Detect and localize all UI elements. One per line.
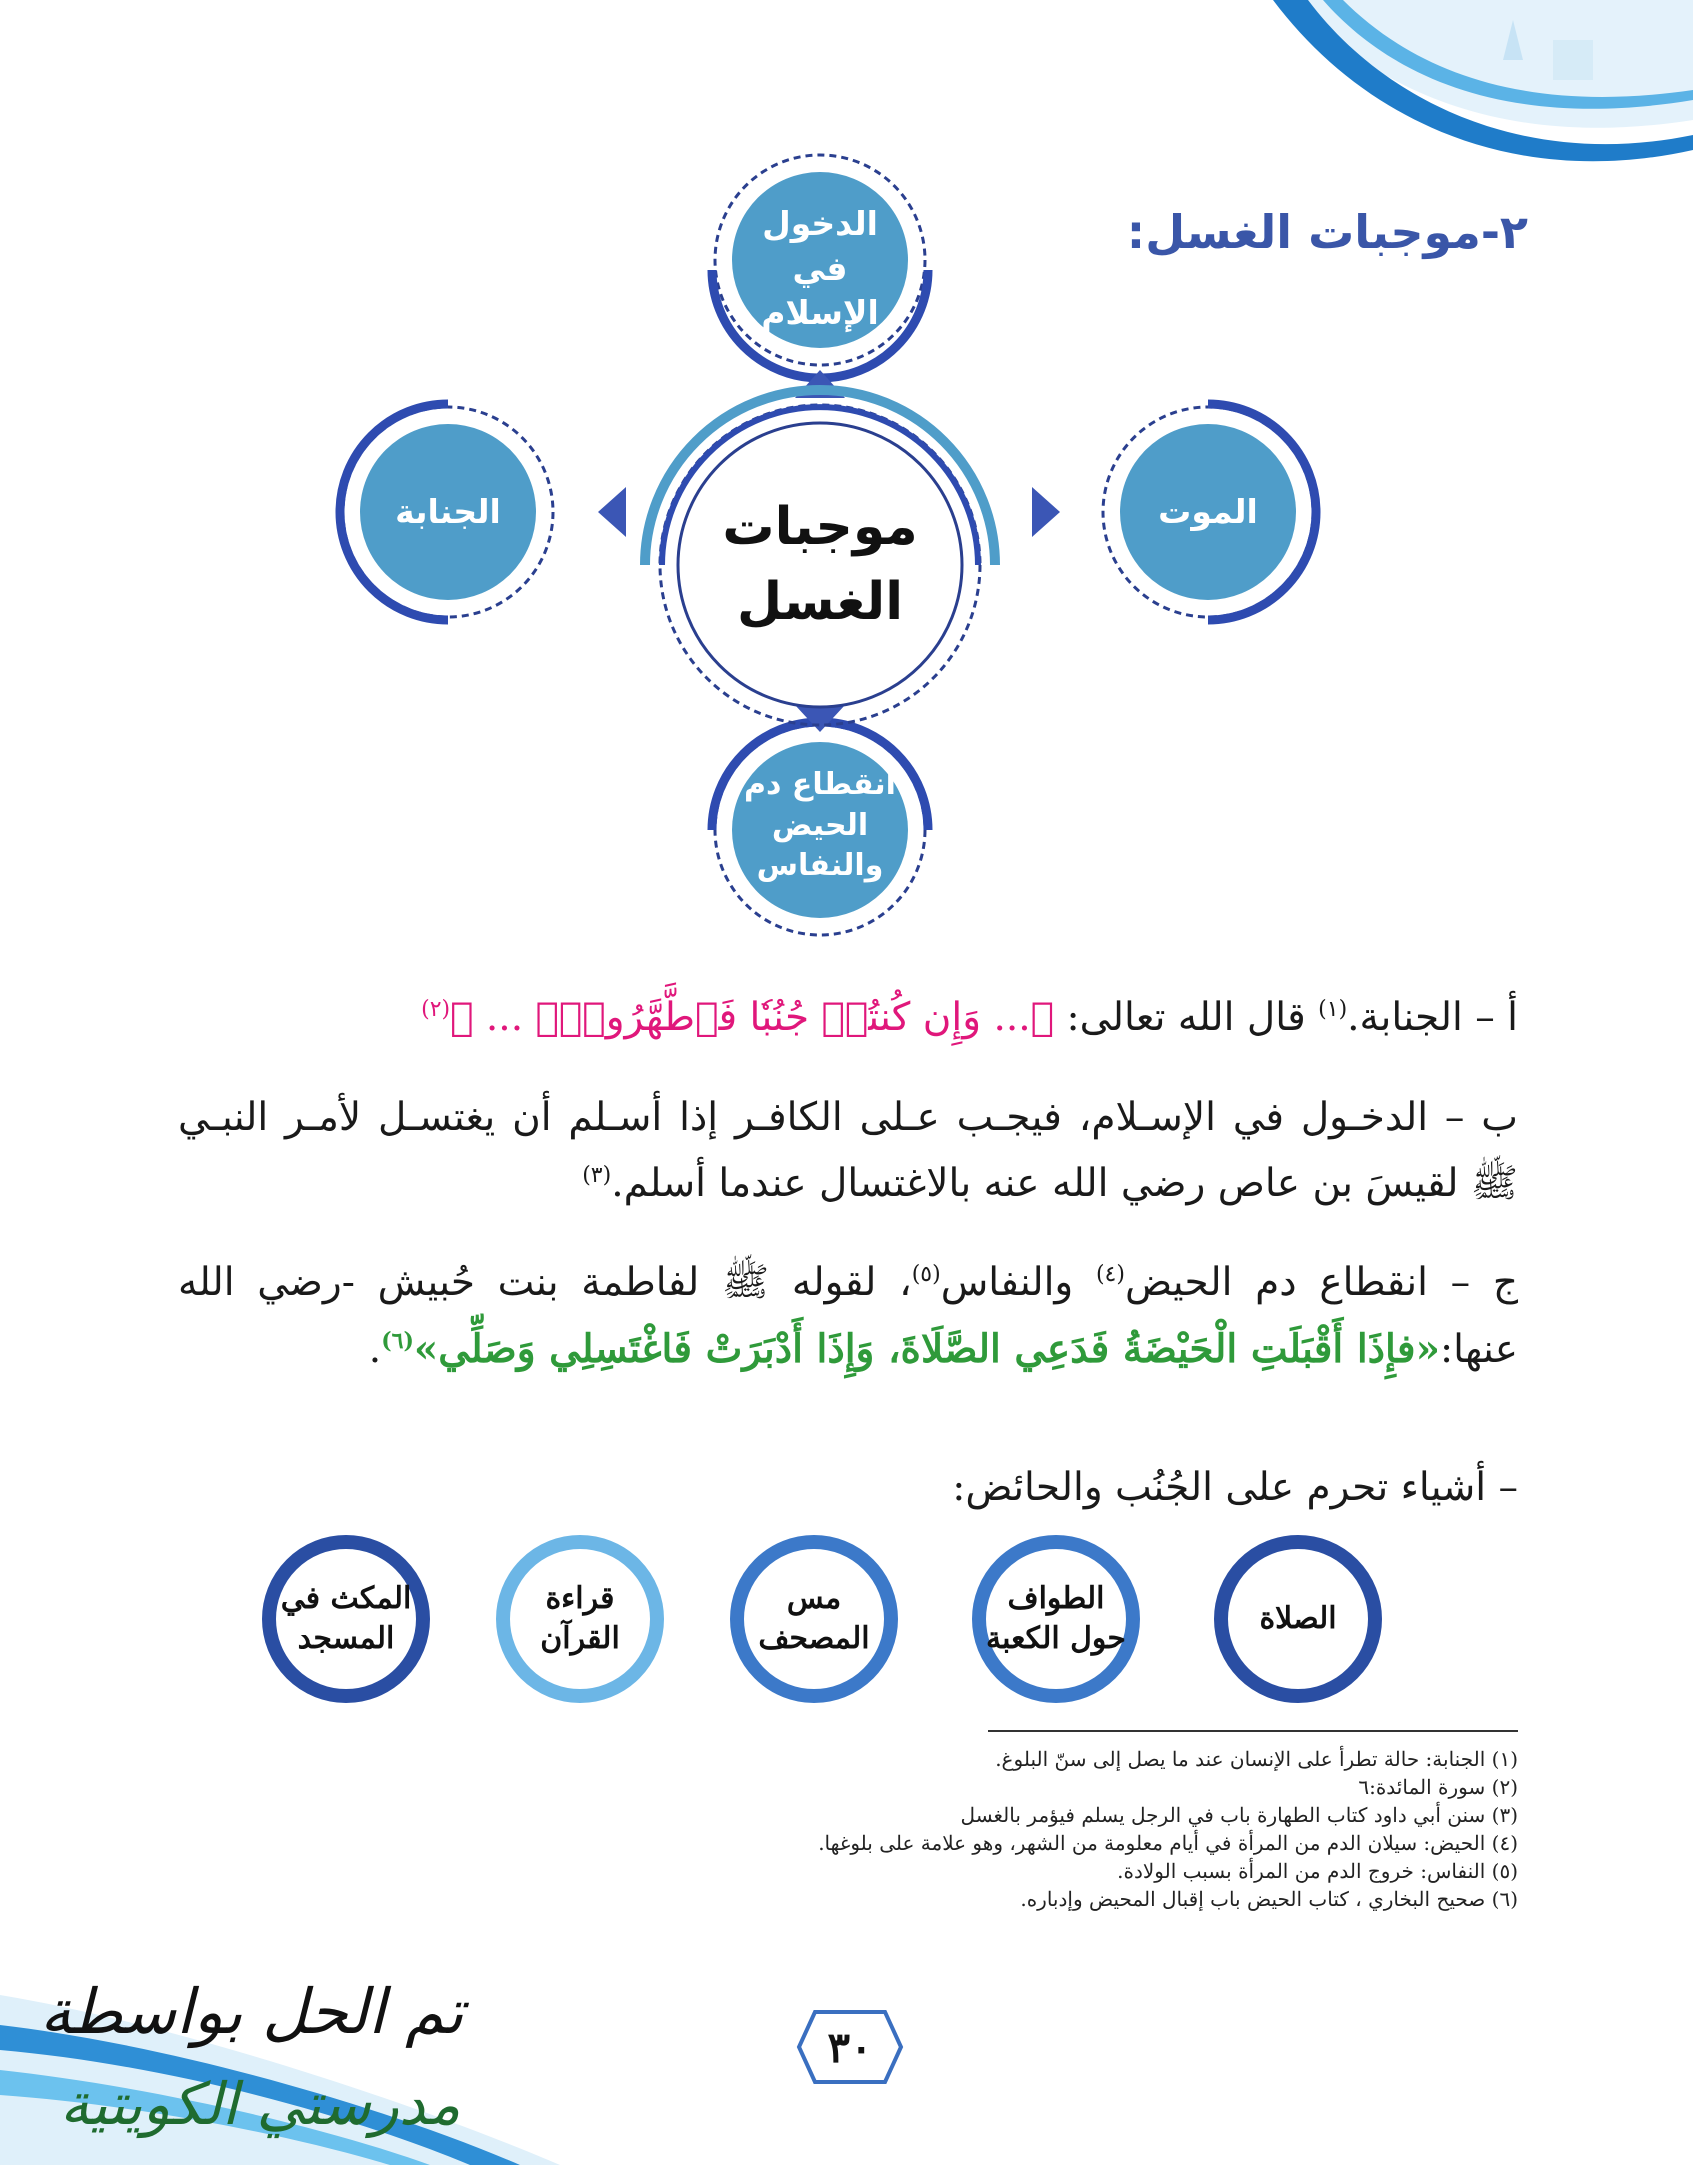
page-number: ٣٠ — [827, 2022, 873, 2072]
footnote-3: (٣) سنن أبي داود كتاب الطهارة باب في الرجل يسلم فيؤمر بالغسل — [960, 1803, 1518, 1827]
paragraph-islam: ب – الدخـول في الإسـلام، فيجـب عـلى الكافـر إذا أسـلم أن يغتسـل لأمـر النبـي ﷺ لقيسَ بن عاص رضي الله عنه بالاغتسال عندما أسلم.$^{(٣)}$ — [178, 1095, 1518, 1206]
footnote-5: (٥) النفاس: خروج الدم من المرأة بسبب الولادة. — [1117, 1859, 1518, 1883]
footnote-6: (٦) صحيح البخاري ، كتاب الحيض باب إقبال المحيض وإدباره. — [1020, 1887, 1518, 1911]
prohibitions-title: – أشياء تحرم على الجُنُب والحائض: — [952, 1465, 1518, 1510]
prohibition-touch-mushaf: مس المصحف — [730, 1535, 898, 1703]
footnote-2: (٢) سورة المائدة:٦ — [1358, 1775, 1518, 1799]
node-top-label: الدخول في الإسلام — [761, 204, 879, 333]
paragraph-hayd-nifas: ج – انقطاع دم الحيض$^{(٤)}$ والنفاس$^{(٥)}$، لقوله ﷺ لفاطمة بنت حُبيش -رضي الله عنها:«فإِذَا أَقْبَلَتِ الْحَيْضَةُ فَدَعِي الصَّلَاةَ، وَإِذَا أَدْبَرَتْ فَاغْتَسِلِي وَصَلِّي»$^{(٦)}$. — [178, 1260, 1519, 1372]
prohibition-staying-mosque: المكث في المسجد — [262, 1535, 430, 1703]
footnotes — [648, 1745, 1518, 1913]
section-title: ٢-موجبات الغسل: — [1126, 205, 1528, 259]
signature-line-1: تم الحل بواسطة — [40, 1975, 464, 2048]
center-label: موجبات الغسل — [722, 497, 918, 633]
node-bottom-label: انقطاع دم الحيض والنفاس — [744, 767, 896, 883]
node-left-label: الجنابة — [395, 492, 501, 531]
prohibition-reading-quran: قراءة القرآن — [496, 1535, 664, 1703]
paragraph-janaba: أ – الجنابة.$^{(١)}$ قال الله تعالى: ﴿... وَإِن كُنتُمۡ جُنُبٗا فَٱطَّهَّرُواْۚ ... ﴾$^{(٢)}$ — [421, 995, 1518, 1040]
footnote-4: (٤) الحيض: سيلان الدم من المرأة في أيام معلومة من الشهر، وهو علامة على بلوغها. — [818, 1831, 1518, 1855]
footnotes-divider — [988, 1730, 1518, 1732]
footnote-1: (١) الجنابة: حالة تطرأ على الإنسان عند ما يصل إلى سنّ البلوغ. — [995, 1747, 1518, 1771]
ghusl-obligations-diagram — [300, 150, 1350, 970]
node-right-label: الموت — [1158, 492, 1258, 531]
prohibition-tawaf: الطواف حول الكعبة — [972, 1535, 1140, 1703]
quran-verse: ﴿... وَإِن كُنتُمۡ جُنُبٗا فَٱطَّهَّرُواْۚ ... ﴾ — [450, 995, 1055, 1040]
signature-line-2: مدرستي الكويتية — [60, 2070, 461, 2138]
prohibition-prayer: الصلاة — [1214, 1535, 1382, 1703]
hadith-text: «فإِذَا أَقْبَلَتِ الْحَيْضَةُ فَدَعِي الصَّلَاةَ، وَإِذَا أَدْبَرَتْ فَاغْتَسِلِي وَصَلِّي» — [413, 1326, 1440, 1372]
